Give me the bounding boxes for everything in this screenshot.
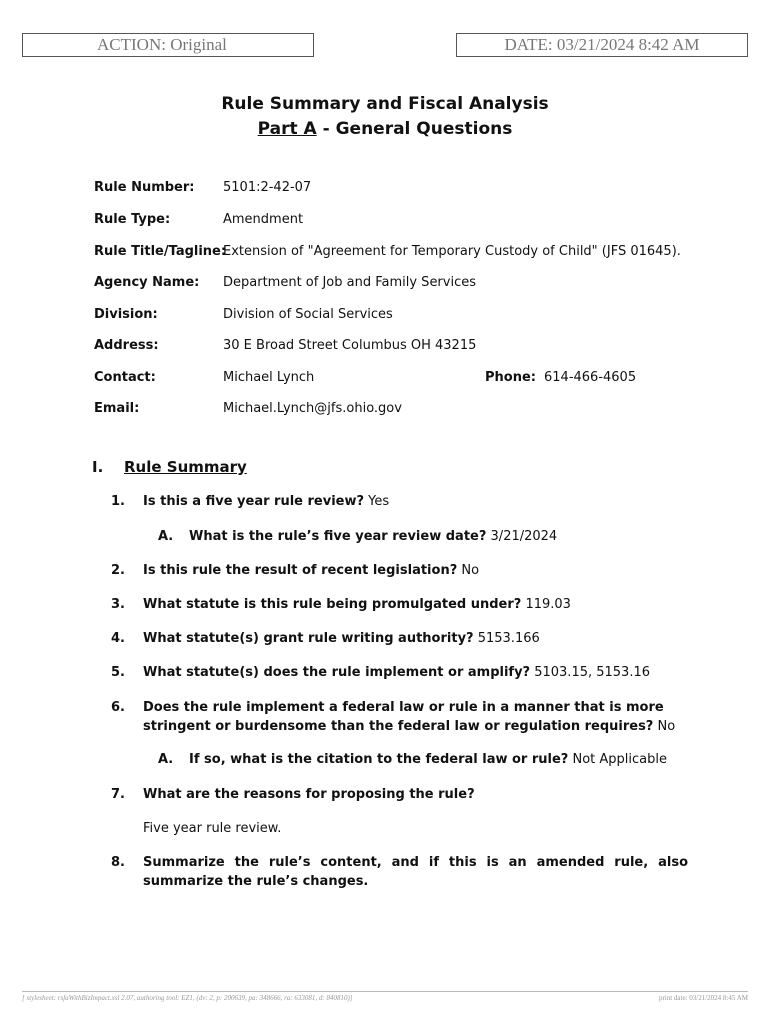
email-value: Michael.Lynch@jfs.ohio.gov xyxy=(223,401,402,416)
question-item xyxy=(143,595,688,614)
division-value: Division of Social Services xyxy=(223,307,393,322)
question-number: 8. xyxy=(111,855,125,870)
subquestion-text: If so, what is the citation to the federal law or rule? xyxy=(189,752,569,767)
document-subtitle xyxy=(0,119,770,139)
rule-number-value: 5101:2-42-07 xyxy=(223,180,312,195)
question-text: What statute(s) does the rule implement or amplify? xyxy=(143,665,531,680)
question-number: 5. xyxy=(111,665,125,680)
rule-title-label: Rule Title/Tagline: xyxy=(94,244,227,259)
rule-type-value: Amendment xyxy=(223,212,304,227)
footer-stylesheet-info: [ stylesheet: rsfaWithBizImpact.xsl 2.07, authoring tool: EZ1, (dv: 2, p: 200639, pa: 348666, ra: 633081, d: 840810)] xyxy=(22,994,353,1002)
rule-number-label: Rule Number: xyxy=(94,180,195,195)
question-number: 6. xyxy=(111,700,125,715)
question-text: Summarize the rule’s content, and if this is an amended rule, also summarize the rule’s changes. xyxy=(143,855,688,889)
question-number: 7. xyxy=(111,787,125,802)
subquestion-number: A. xyxy=(158,529,174,544)
section-title: Rule Summary xyxy=(124,458,247,476)
rule-type-label: Rule Type: xyxy=(94,212,171,227)
question-answer: 5153.166 xyxy=(473,631,540,646)
question-answer: 119.03 xyxy=(521,597,571,612)
division-label: Division: xyxy=(94,307,158,322)
subquestion-answer: 3/21/2024 xyxy=(486,529,558,544)
subquestion-item xyxy=(189,529,557,544)
address-label: Address: xyxy=(94,338,159,353)
email-label: Email: xyxy=(94,401,140,416)
subquestion-text: What is the rule’s five year review date? xyxy=(189,529,487,544)
agency-name-label: Agency Name: xyxy=(94,275,200,290)
phone-value: 614-466-4605 xyxy=(544,370,637,385)
question-answer: No xyxy=(653,719,676,734)
subquestion-number: A. xyxy=(158,752,174,767)
question-text: What statute is this rule being promulgated under? xyxy=(143,597,522,612)
question-item xyxy=(143,561,688,580)
subquestion-item xyxy=(189,752,667,767)
question-number: 1. xyxy=(111,494,125,509)
question-item xyxy=(143,629,688,648)
contact-value: Michael Lynch xyxy=(223,370,315,385)
agency-name-value: Department of Job and Family Services xyxy=(223,275,477,290)
subtitle-rest: - General Questions xyxy=(316,119,513,139)
question-number: 4. xyxy=(111,631,125,646)
question-answer-block: Five year rule review. xyxy=(143,821,282,836)
part-label: Part A xyxy=(257,119,317,139)
footer-print-date: print date: 03/21/2024 8:45 AM xyxy=(658,994,748,1002)
rule-title-value: Extension of "Agreement for Temporary Custody of Child" (JFS 01645). xyxy=(223,244,681,259)
document-title: Rule Summary and Fiscal Analysis xyxy=(221,94,549,114)
question-item xyxy=(143,698,688,736)
question-answer: No xyxy=(457,563,480,578)
question-item xyxy=(143,853,688,891)
section-number: I. xyxy=(92,458,104,476)
action-status: ACTION: Original xyxy=(97,35,227,54)
footer-divider xyxy=(22,991,748,992)
subquestion-answer: Not Applicable xyxy=(568,752,667,767)
question-text: Is this a five year rule review? xyxy=(143,494,365,509)
phone-label: Phone: xyxy=(485,370,536,385)
contact-label: Contact: xyxy=(94,370,156,385)
address-value: 30 E Broad Street Columbus OH 43215 xyxy=(223,338,477,353)
question-number: 3. xyxy=(111,597,125,612)
question-item xyxy=(143,492,688,511)
date-status: DATE: 03/21/2024 8:42 AM xyxy=(504,35,700,54)
question-text: What statute(s) grant rule writing authority? xyxy=(143,631,474,646)
date-status-box xyxy=(456,33,748,57)
question-answer: Yes xyxy=(364,494,390,509)
question-text: What are the reasons for proposing the rule? xyxy=(143,787,475,802)
action-status-box xyxy=(22,33,314,57)
question-item xyxy=(143,785,688,804)
question-text: Does the rule implement a federal law or rule in a manner that is more stringent or burdensome than the federal law or regulation requires? xyxy=(143,700,664,734)
question-number: 2. xyxy=(111,563,125,578)
question-item xyxy=(143,663,688,682)
question-text: Is this rule the result of recent legislation? xyxy=(143,563,458,578)
question-answer: 5103.15, 5153.16 xyxy=(530,665,651,680)
